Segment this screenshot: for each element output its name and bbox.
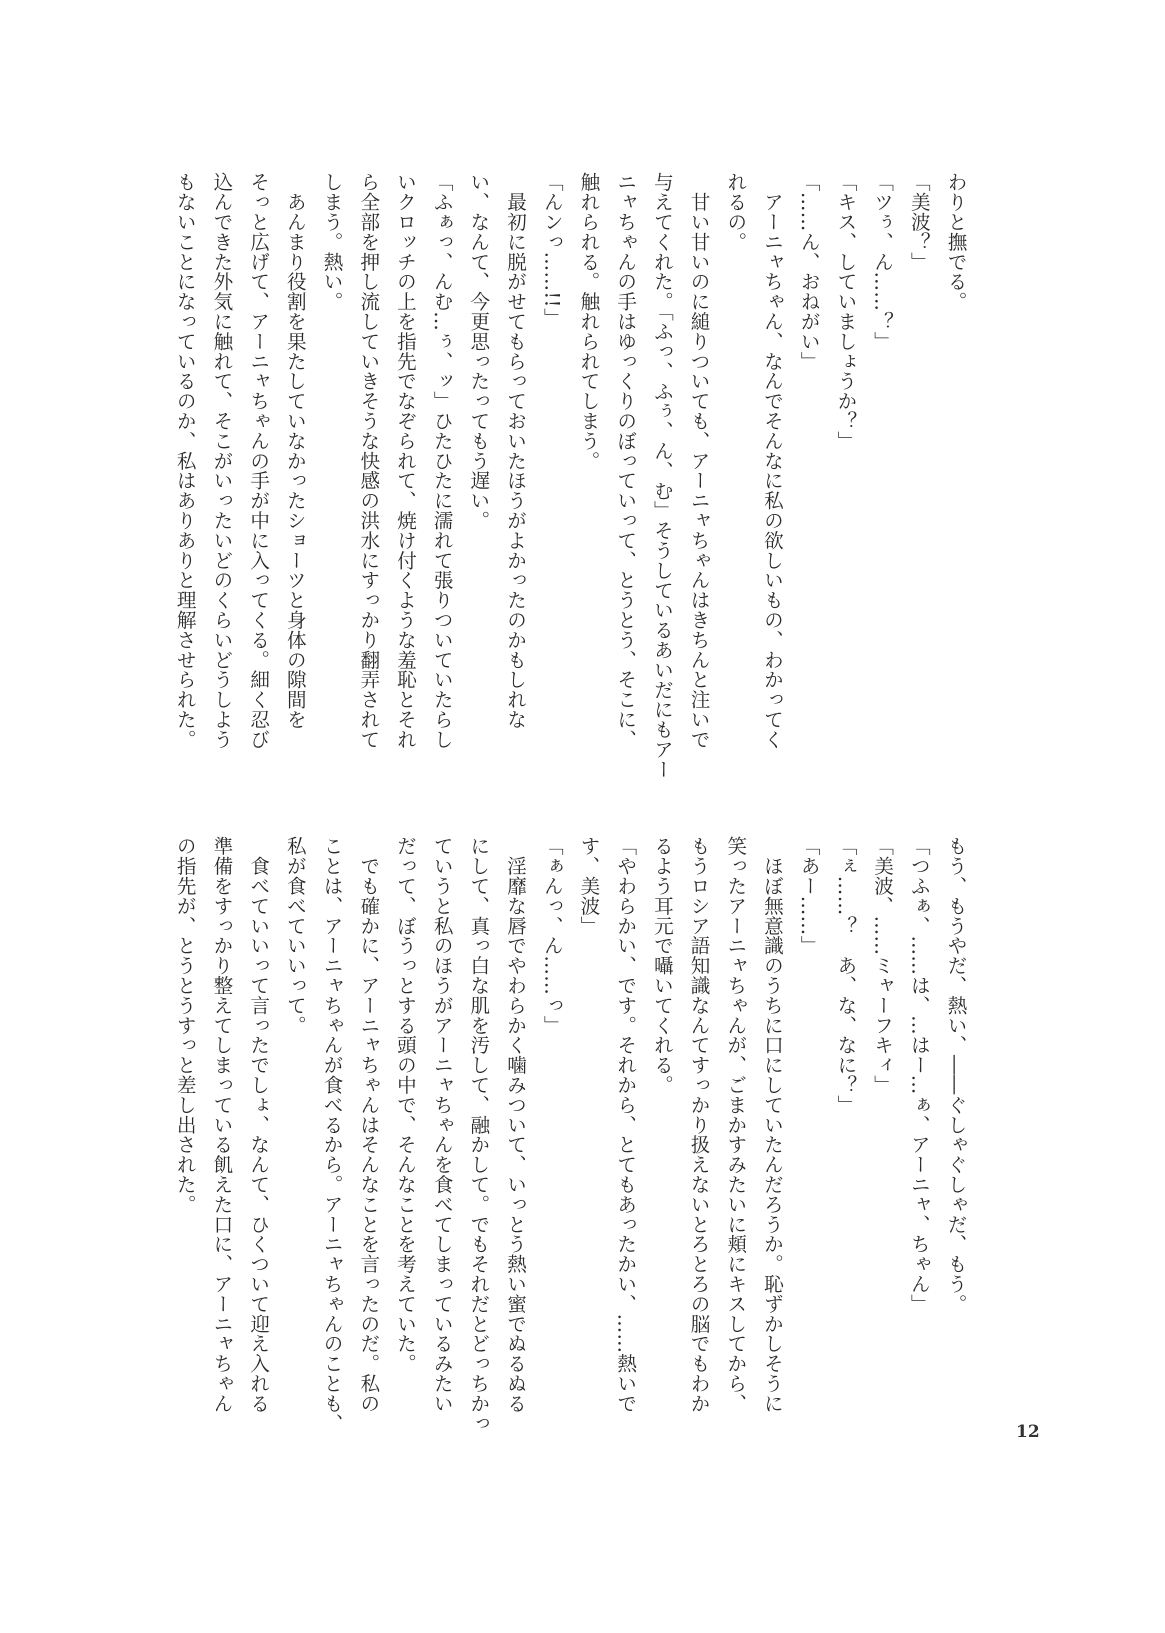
text-column: 「ふぁっ、んむ…ぅ、ッ」ひたひたに濡れて張りついていたらし [430, 172, 454, 750]
text-column: ら全部を押し流していきそうな快感の洪水にすっかり翻弄されて [356, 172, 380, 750]
text-column: の指先が、とうとうすっと差し出された。 [173, 836, 197, 1215]
text-column: 私が食べていいって。 [283, 836, 307, 1035]
text-column: 「美波？」 [907, 172, 931, 272]
text-column: ことは、アーニャちゃんが食べるから。アーニャちゃんのことも、 [320, 836, 344, 1433]
text-column: ニャちゃんの手はゆっくりのぼっていって、とうとう、そこに、 [613, 172, 637, 750]
text-column: いクロッチの上を指先でなぞられて、焼け付くような羞恥とそれ [393, 172, 417, 750]
text-block-top [165, 172, 973, 780]
text-column: もないことになっているのか、私はありありと理解させられた。 [173, 172, 197, 750]
text-column: 「やわらかい、です。それから、とてもあったかい、……熱いで [613, 836, 637, 1414]
text-column: もうロシア語知識なんてすっかり扱えないとろとろの脳でもわか [687, 836, 711, 1414]
text-column: あんまり役割を果たしていなかったショーツと身体の隙間を [283, 172, 307, 730]
text-column: 込んできた外気に触れて、そこがいったいどのくらいどうしよう [209, 172, 233, 750]
text-column: そっと広げて、アーニャちゃんの手が中に入ってくる。細く忍び [246, 172, 270, 750]
text-column: れるの。 [723, 172, 747, 252]
text-column: 「ぁんっ、ん……っ」 [540, 836, 564, 1035]
text-column: しまう。熱い。 [320, 172, 344, 312]
text-column: 甘い甘いのに縋りついても、アーニャちゃんはきちんと注いで [687, 172, 711, 750]
page-number: 12 [1016, 1422, 1040, 1442]
text-column: にして、真っ白な肌を汚して、融かして。でもそれだとどっちかっ [466, 836, 490, 1433]
text-column: 「んンっ……!!」 [540, 172, 564, 328]
text-column: 「あー……」 [797, 836, 821, 956]
text-column: わりと撫でる。 [944, 172, 967, 312]
text-column: 触れられる。触れられてしまう。 [576, 172, 600, 471]
text-column: ほぼ無意識のうちに口にしていたんだろうか。恥ずかしそうに [760, 836, 784, 1414]
text-column: るよう耳元で囁いてくれる。 [650, 836, 674, 1095]
text-column: だって、ぼうっとする頭の中で、そんなことを考えていた。 [393, 836, 417, 1374]
text-column: 「ぇ……？ あ、な、なに？」 [833, 836, 857, 1115]
text-column: もう、もうやだ、熱い、――ぐしゃぐしゃだ、もう。 [944, 836, 967, 1314]
text-column: アーニャちゃん、なんでそんなに私の欲しいもの、わかってく [760, 172, 784, 750]
text-column: 淫靡な唇でやわらかく噛みついて、いっとう熱い蜜でぬるぬる [503, 836, 527, 1414]
text-column: い、なんて、今更思ったってもう遅い。 [466, 172, 490, 531]
text-column: 笑ったアーニャちゃんが、ごまかすみたいに頬にキスしてから、 [723, 836, 747, 1414]
text-column: 食べていいって言ったでしょ、なんて、ひくついて迎え入れる [246, 836, 270, 1414]
text-column: 「……ん、おねがい」 [797, 172, 821, 371]
text-column: 「キス、していましょうか？」 [833, 172, 857, 451]
text-column: 準備をすっかり整えてしまっている飢えた口に、アーニャちゃん [209, 836, 233, 1414]
text-column: 最初に脱がせてもらっておいたほうがよかったのかもしれな [503, 172, 527, 730]
text-block-bottom [165, 836, 973, 1433]
text-column: 与えてくれた。「ふっ、ふぅ、ん、む」そうしているあいだにもアー [650, 172, 674, 780]
text-column: 「つふぁ、……は、…はー…ぁ、アーニャ、ちゃん」 [907, 836, 931, 1314]
text-column: 「ツぅ、ん……？」 [870, 172, 894, 352]
text-column: 「美波、……ミャーフキィ」 [870, 836, 894, 1095]
text-column: す、美波」 [576, 836, 600, 936]
text-column: でも確かに、アーニャちゃんはそんなことを言ったのだ。私の [356, 836, 380, 1414]
text-column: ていうと私のほうがアーニャちゃんを食べてしまっているみたい [430, 836, 454, 1414]
